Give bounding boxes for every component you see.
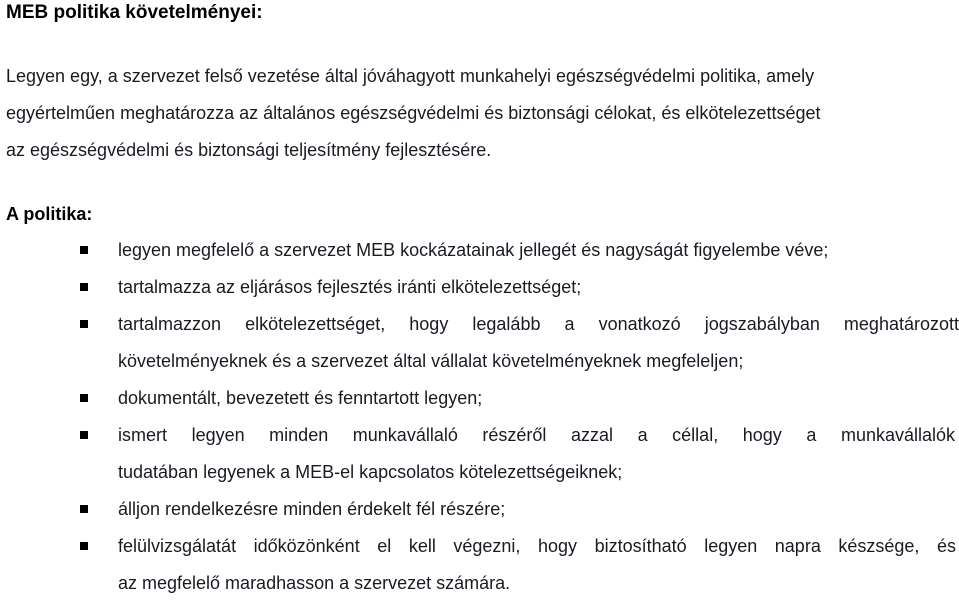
list-item-text: [118, 269, 581, 306]
list-item-line: álljon rendelkezésre minden érdekelt fél részére;: [118, 499, 506, 519]
square-bullet-icon: [80, 505, 88, 513]
square-bullet-icon: [80, 394, 88, 402]
list-item-text: [118, 491, 505, 528]
list-item-text: [118, 306, 959, 380]
list-item-line: tartalmazza az eljárásos fejlesztés iránti elkötelezettséget;: [118, 277, 582, 297]
square-bullet-icon: [80, 320, 88, 328]
square-bullet-icon: [80, 283, 88, 291]
list-item-text: [118, 380, 482, 417]
intro-line: Legyen egy, a szervezet felső vezetése által jóváhagyott munkahelyi egészségvédelmi politika, amely: [6, 66, 815, 86]
list-item-text: [118, 417, 955, 491]
document-heading: MEB politika követelményei:: [6, 2, 263, 23]
list-item-line: tartalmazzon elkötelezettséget, hogy legalább a vonatkozó jogszabályban meghatározott: [118, 314, 959, 334]
square-bullet-icon: [80, 246, 88, 254]
intro-line: egyértelműen meghatározza az általános egészségvédelmi és biztonsági célokat, és elkötelezettséget: [6, 103, 821, 123]
list-item-line: az megfelelő maradhasson a szervezet számára.: [118, 573, 511, 593]
list-item-line: tudatában legyenek a MEB-el kapcsolatos kötelezettségeiknek;: [118, 462, 623, 482]
intro-line: az egészségvédelmi és biztonsági teljesítmény fejlesztésére.: [6, 140, 492, 160]
square-bullet-icon: [80, 431, 88, 439]
list-item-line: követelményeknek és a szervezet által vállalat követelményeknek megfeleljen;: [118, 351, 744, 371]
intro-paragraph: [6, 58, 959, 169]
policy-label: A politika:: [6, 204, 93, 224]
list-item-line: felülvizsgálatát időközönként el kell végezni, hogy biztosítható legyen napra készsége, és: [118, 536, 956, 556]
list-item-line: legyen megfelelő a szervezet MEB kockázatainak jellegét és nagyságát figyelembe véve;: [118, 240, 829, 260]
list-item-text: [118, 232, 828, 269]
square-bullet-icon: [80, 542, 88, 550]
list-item-line: dokumentált, bevezetett és fenntartott legyen;: [118, 388, 483, 408]
list-item-line: ismert legyen minden munkavállaló részéről azzal a céllal, hogy a munkavállalók: [118, 425, 955, 445]
